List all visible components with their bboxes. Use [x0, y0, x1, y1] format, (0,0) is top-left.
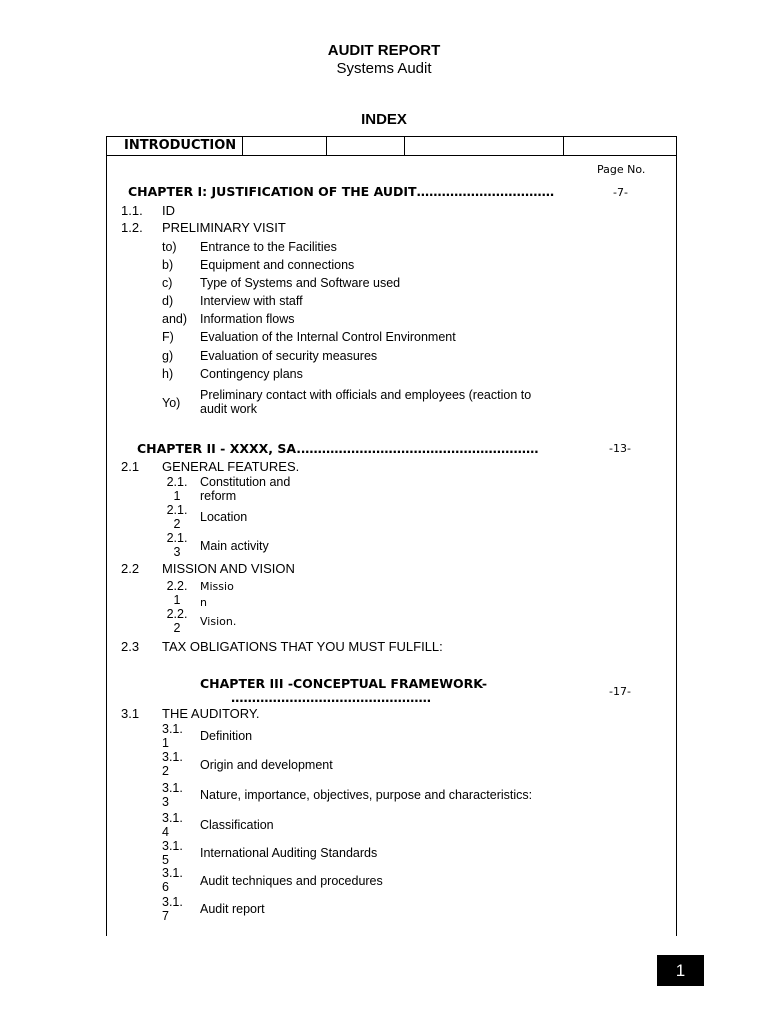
subitem-text: Equipment and connections [200, 258, 355, 272]
subsection-number: 3.1. 2 [162, 750, 183, 778]
section-title: ID [162, 203, 175, 218]
subsection-title: Missio n [200, 580, 234, 609]
chapter-3-page: -17- [609, 685, 631, 698]
section-title: THE AUDITORY. [162, 706, 260, 721]
subitem-text: Information flows [200, 312, 295, 326]
subsection-title: Main activity [200, 539, 269, 553]
page-number-badge: 1 [657, 955, 704, 986]
chapter-3-title-leader: ………………………………………… [231, 690, 431, 705]
subitem-letter: Yo) [162, 396, 181, 410]
subitem-letter: and) [162, 312, 188, 326]
index-table-frame [106, 136, 677, 936]
subsection-number: 3.1. 1 [162, 722, 183, 750]
chapter-3-title: CHAPTER III -CONCEPTUAL FRAMEWORK- [200, 676, 488, 691]
subitem-text: Preliminary contact with officials and employees (reaction to [200, 388, 532, 402]
section-number: 1.1. [121, 203, 143, 218]
subitem-text: Entrance to the Facilities [200, 240, 337, 254]
section-number: 2.2 [121, 561, 140, 576]
subsection-title: Audit techniques and procedures [200, 874, 383, 888]
subsection-title: Vision. [200, 615, 237, 628]
subsection-number: 3.1. 4 [162, 811, 183, 839]
subsection-title: Classification [200, 818, 274, 832]
subsection-title: Definition [200, 729, 253, 743]
section-number: 2.1 [121, 459, 140, 474]
subitem-letter: to) [162, 240, 177, 254]
subitem-letter: h) [162, 367, 174, 381]
section-number: 3.1 [121, 706, 140, 721]
report-subtitle: Systems Audit [336, 60, 432, 77]
subsection-number: 2.1. 1 [166, 475, 188, 503]
subsection-title: Audit report [200, 902, 265, 916]
subitem-text: Contingency plans [200, 367, 303, 381]
section-title: TAX OBLIGATIONS THAT YOU MUST FULFILL: [162, 639, 443, 654]
subsection-number: 3.1. 7 [162, 895, 183, 923]
subsection-title: Origin and development [200, 758, 333, 772]
introduction-label: INTRODUCTION [124, 138, 237, 153]
subsection-number: 2.1. 3 [166, 531, 188, 559]
header-cell-divider [242, 136, 243, 156]
header-cell-divider [326, 136, 327, 156]
subsection-number: 2.1. 2 [166, 503, 188, 531]
subitem-letter: F) [162, 330, 174, 344]
subsection-number: 3.1. 6 [162, 866, 183, 894]
subitem-letter: b) [162, 258, 174, 272]
header-cell-divider [404, 136, 405, 156]
subsection-title: Location [200, 510, 248, 524]
subitem-text: Evaluation of security measures [200, 349, 378, 363]
section-number: 2.3 [121, 639, 140, 654]
chapter-1-page: -7- [613, 186, 628, 199]
index-title: INDEX [361, 111, 407, 128]
chapter-2-title: CHAPTER II - XXXX, SA.………………………………………………… [137, 441, 539, 456]
page-no-label: Page No. [597, 163, 646, 176]
section-number: 1.2. [121, 220, 143, 235]
subsection-number: 2.2. 1 [166, 579, 188, 607]
report-title: AUDIT REPORT [327, 42, 441, 59]
subitem-text: Evaluation of the Internal Control Environment [200, 330, 456, 344]
subitem-text: Interview with staff [200, 294, 303, 308]
subitem-text: Type of Systems and Software used [200, 276, 401, 290]
section-title: GENERAL FEATURES. [162, 459, 300, 474]
section-title: PRELIMINARY VISIT [162, 220, 286, 235]
chapter-2-page: -13- [609, 442, 631, 455]
subitem-text: audit work [200, 402, 257, 416]
subsection-number: 3.1. 5 [162, 839, 183, 867]
subitem-letter: c) [162, 276, 173, 290]
chapter-1-title: CHAPTER I: JUSTIFICATION OF THE AUDIT…………………………… [128, 184, 555, 199]
section-title: MISSION AND VISION [162, 561, 295, 576]
subitem-letter: d) [162, 294, 174, 308]
subitem-letter: g) [162, 349, 174, 363]
subsection-title: International Auditing Standards [200, 846, 378, 860]
subsection-title: Nature, importance, objectives, purpose and characteristics: [200, 788, 533, 802]
subsection-title: Constitution and reform [200, 475, 291, 503]
subsection-number: 2.2. 2 [166, 607, 188, 635]
subsection-number: 3.1. 3 [162, 781, 183, 809]
header-cell-divider [563, 136, 564, 156]
